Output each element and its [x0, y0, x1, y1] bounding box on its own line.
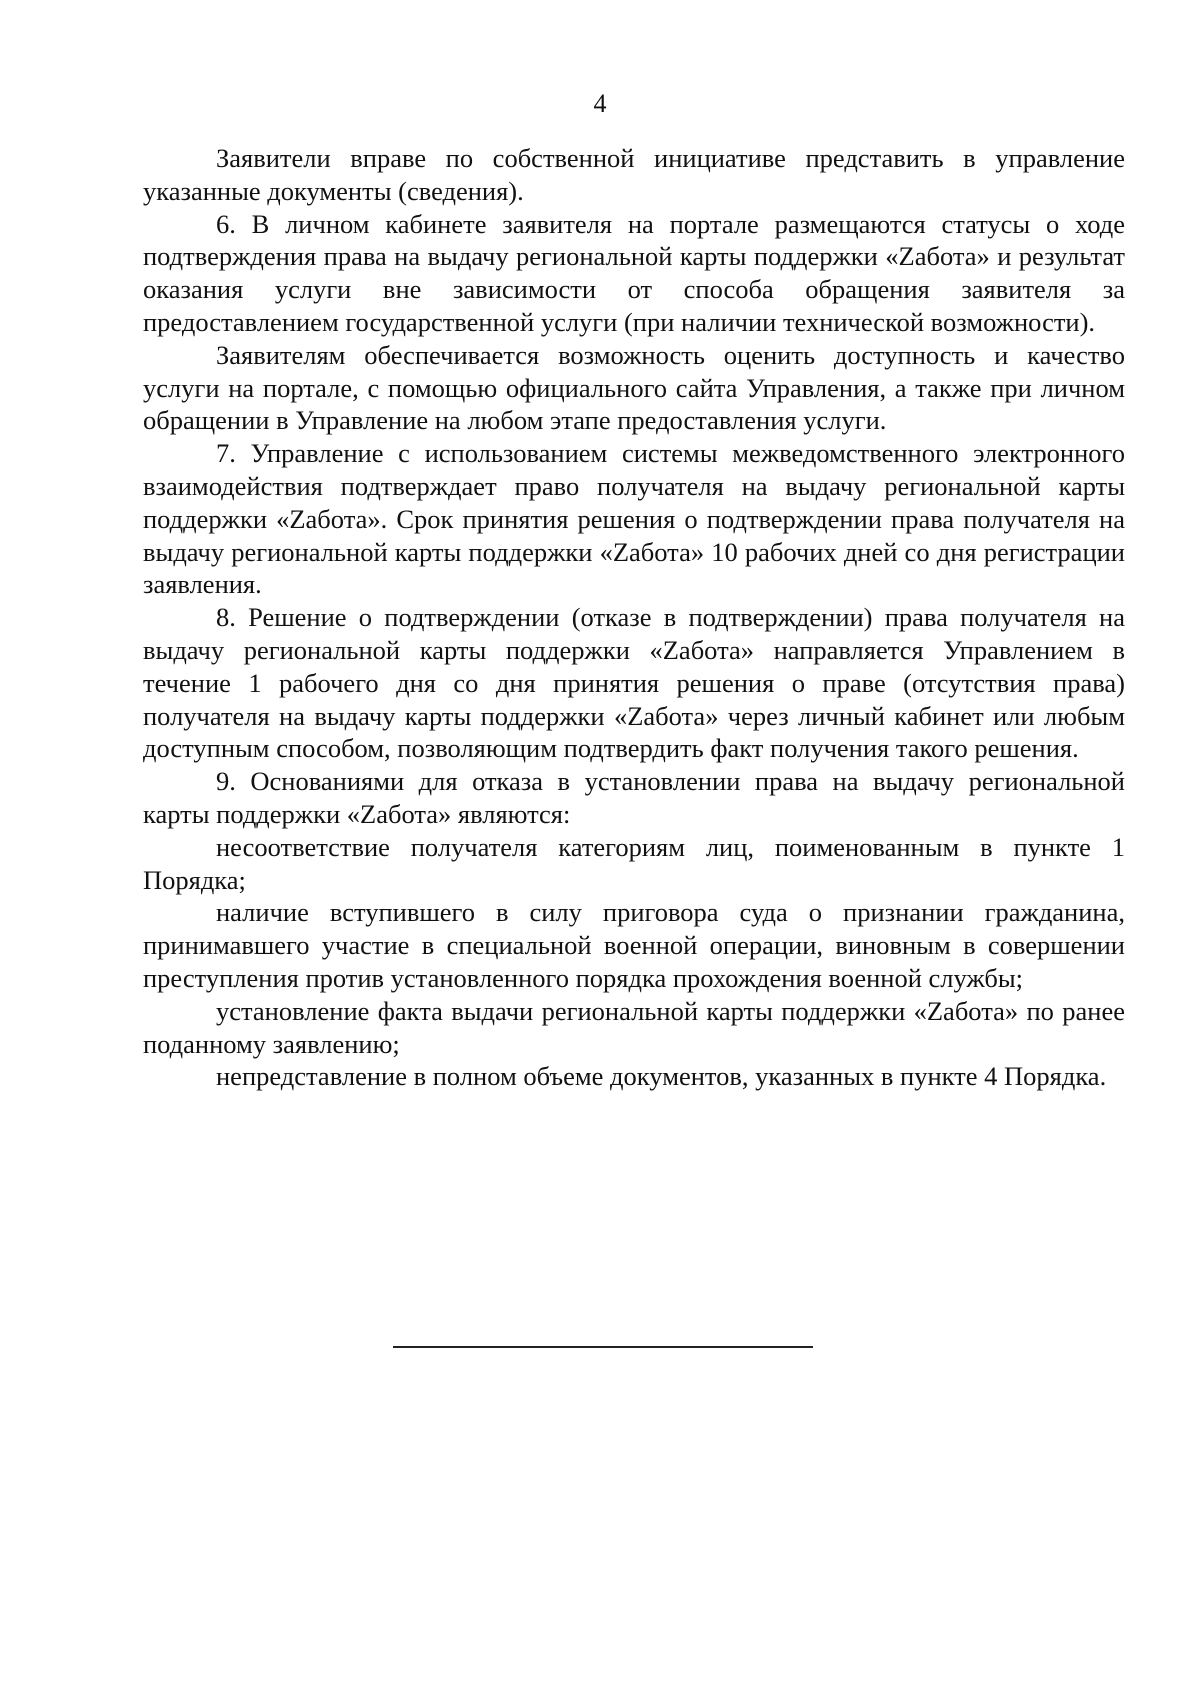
paragraph-item-7: 7. Управление с использованием системы межведомственного электронного взаимодействия подтверждает право получателя на выдачу региональной карты поддержки «Zабота». Срок принятия решения о подтверждении права получателя на выдачу региональной карты поддержки «Zабота» 10 рабочих дней со дня регистрации заявления.	[143, 438, 1125, 600]
page-number: 4	[593, 89, 607, 118]
paragraph-item-9: 9. Основаниями для отказа в установлении права на выдачу региональной карты поддержки «Zабота» являются:	[143, 766, 1125, 829]
refusal-ground-3: установление факта выдачи региональной карты поддержки «Zабота» по ранее поданному заявлению;	[143, 995, 1125, 1059]
paragraph-item-6: 6. В личном кабинете заявителя на портале размещаются статусы о ходе подтверждения права на выдачу региональной карты поддержки «Zабота» и результат оказания услуги вне зависимости от способа обращения заявителя за предоставлением государственной услуги (при наличии технической возможности).	[143, 208, 1125, 337]
refusal-ground-1: несоответствие получателя категориям лиц, поименованным в пункте 1 Порядка;	[143, 831, 1125, 895]
document-body	[143, 142, 1125, 1093]
closing-divider-line	[393, 1346, 813, 1348]
paragraph-item-8: 8. Решение о подтверждении (отказе в подтверждении) права получателя на выдачу региональной карты поддержки «Zабота» направляется Управлением в течение 1 рабочего дня со дня принятия решения о праве (отсутствия права) получателя на выдачу карты поддержки «Zабота» через личный кабинет или любым доступным способом, позволяющим подтвердить факт получения такого решения.	[143, 602, 1125, 764]
refusal-ground-2: наличие вступившего в силу приговора суда о признании гражданина, принимавшего участие в специальной военной операции, виновным в совершении преступления против установленного порядка прохождения военной службы;	[143, 897, 1125, 993]
refusal-ground-4: непредставление в полном объеме документов, указанных в пункте 4 Порядка.	[216, 1061, 1107, 1092]
paragraph-quality-assessment: Заявителям обеспечивается возможность оценить доступность и качество услуги на портале, с помощью официального сайта Управления, а также при личном обращении в Управление на любом этапе предоставления услуги.	[143, 339, 1125, 436]
paragraph-applicants-right: Заявители вправе по собственной инициативе представить в управление указанные документы (сведения).	[143, 143, 1125, 206]
